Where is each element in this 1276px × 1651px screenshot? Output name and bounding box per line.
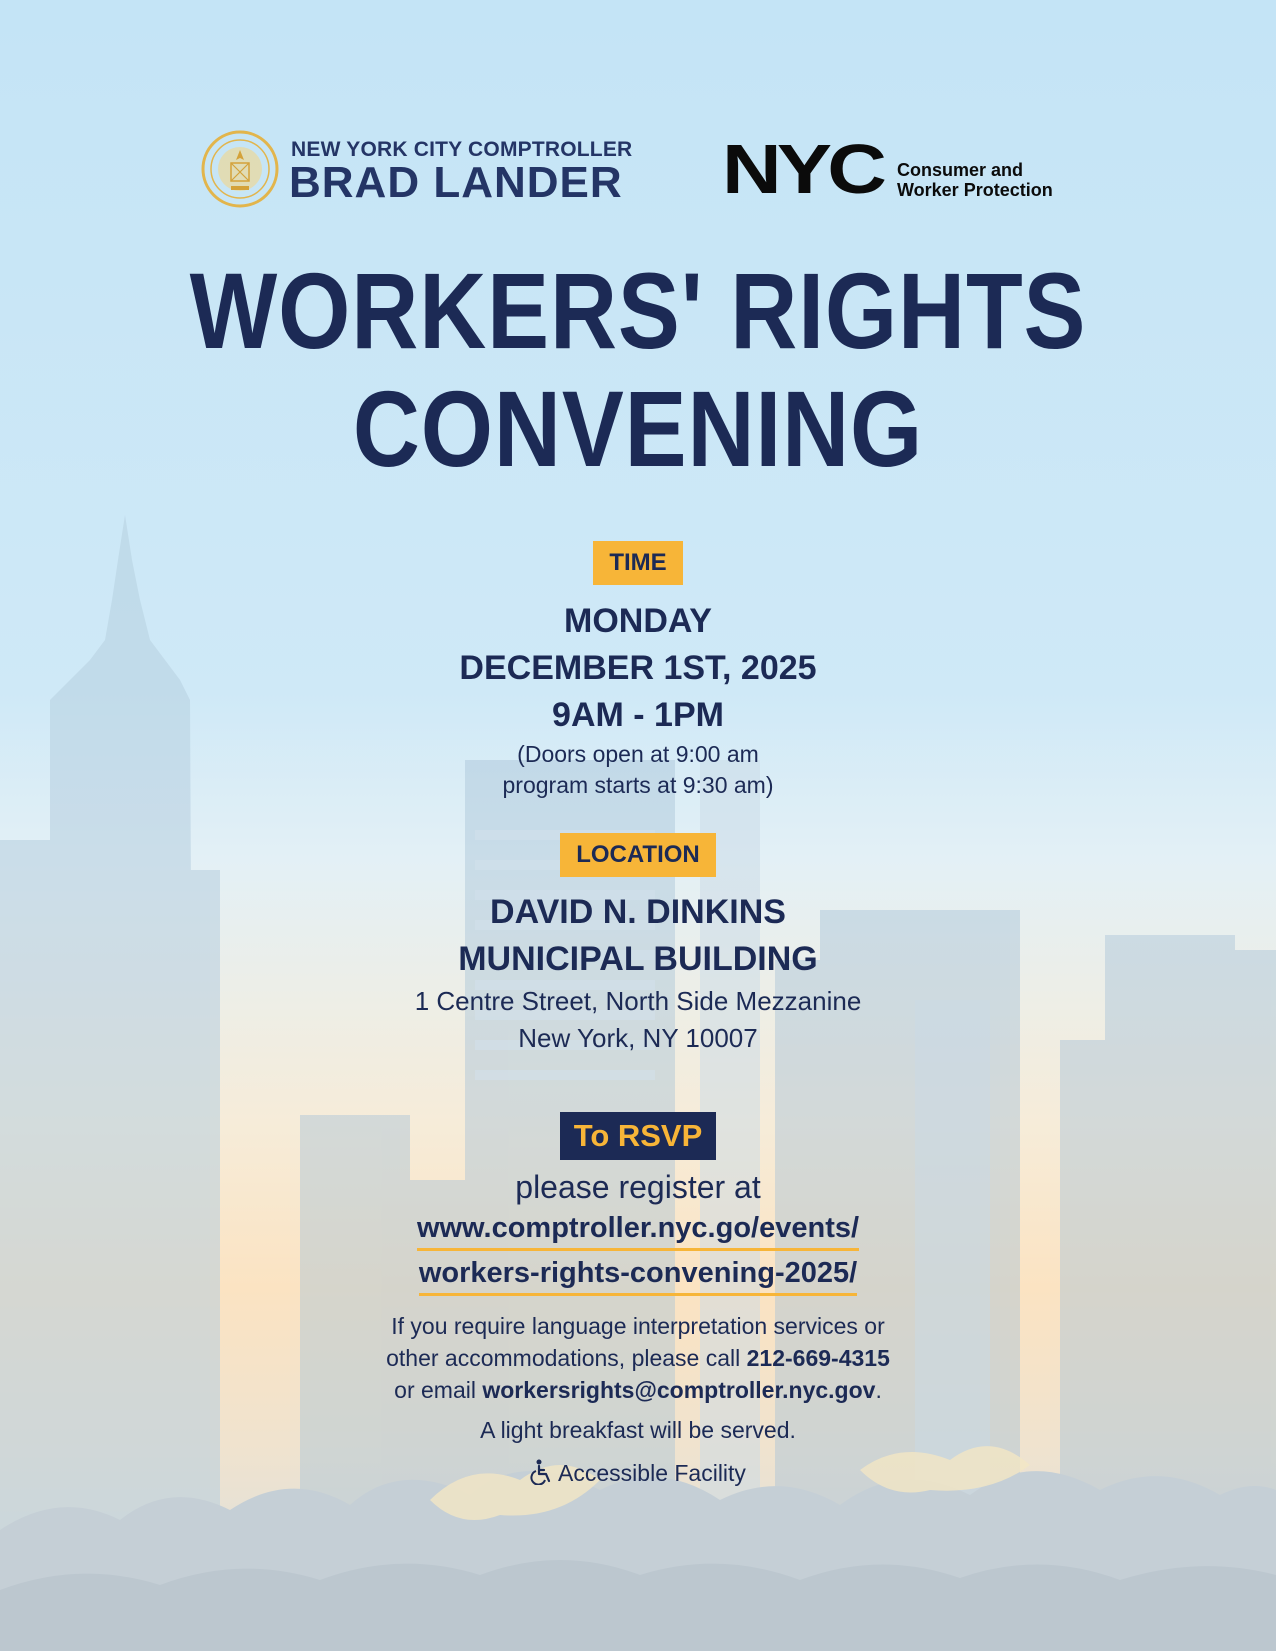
rsvp-label: To RSVP <box>560 1112 717 1160</box>
comptroller-office-name: NEW YORK CITY COMPTROLLER <box>291 138 633 161</box>
event-title <box>0 252 1276 488</box>
breakfast-note-wrap <box>0 1414 1276 1446</box>
event-title-line2: CONVENING <box>352 368 924 489</box>
agency-name <box>897 160 1053 200</box>
accommodation-period: . <box>875 1377 882 1403</box>
location-section <box>0 833 1276 877</box>
nyc-seal-icon <box>201 130 279 208</box>
doors-open-note: (Doors open at 9:00 am <box>517 741 759 767</box>
register-text: please register at <box>515 1169 761 1205</box>
accessibility-note <box>0 1457 1276 1489</box>
contact-email[interactable]: workersrights@comptroller.nyc.gov <box>482 1377 876 1403</box>
phone-number[interactable]: 212-669-4315 <box>746 1345 890 1371</box>
accommodation-notes <box>0 1310 1276 1406</box>
breakfast-note: A light breakfast will be served. <box>480 1417 796 1443</box>
rsvp-link-line2[interactable]: workers-rights-convening-2025/ <box>419 1253 857 1296</box>
location-label: LOCATION <box>560 833 716 877</box>
agency-name-line1: Consumer and <box>897 160 1024 180</box>
accommodation-email-text: or email <box>394 1377 483 1403</box>
accommodation-line3 <box>0 1374 1276 1406</box>
venue-name-line1: DAVID N. DINKINS <box>490 893 786 931</box>
event-day: MONDAY <box>564 602 712 640</box>
rsvp-details <box>0 1166 1276 1298</box>
accommodation-line1: If you require language interpretation services or <box>391 1313 885 1339</box>
rsvp-link-line1[interactable]: www.comptroller.nyc.go/events/ <box>417 1208 859 1251</box>
comptroller-name: BRAD LANDER <box>289 158 623 207</box>
time-section <box>0 541 1276 585</box>
venue-address-line2: New York, NY 10007 <box>518 1023 758 1053</box>
accommodation-line2 <box>0 1342 1276 1374</box>
event-hours: 9AM - 1PM <box>552 696 724 734</box>
program-start-note: program starts at 9:30 am) <box>502 772 774 798</box>
time-label: TIME <box>593 541 682 585</box>
accessibility-line <box>0 1457 1276 1489</box>
rsvp-section <box>0 1112 1276 1160</box>
accommodation-call-text: other accommodations, please call <box>386 1345 747 1371</box>
event-title-line1: WORKERS' RIGHTS <box>189 250 1087 371</box>
venue-address-line1: 1 Centre Street, North Side Mezzanine <box>414 986 862 1016</box>
accessible-facility-text: Accessible Facility <box>558 1460 746 1486</box>
venue-name-line2: MUNICIPAL BUILDING <box>458 940 818 978</box>
nyc-logo: NYC <box>722 130 883 208</box>
event-date: DECEMBER 1ST, 2025 <box>459 649 817 687</box>
wheelchair-icon <box>530 1459 554 1485</box>
location-details <box>0 889 1276 1057</box>
agency-name-line2: Worker Protection <box>897 180 1053 200</box>
time-details <box>0 598 1276 801</box>
